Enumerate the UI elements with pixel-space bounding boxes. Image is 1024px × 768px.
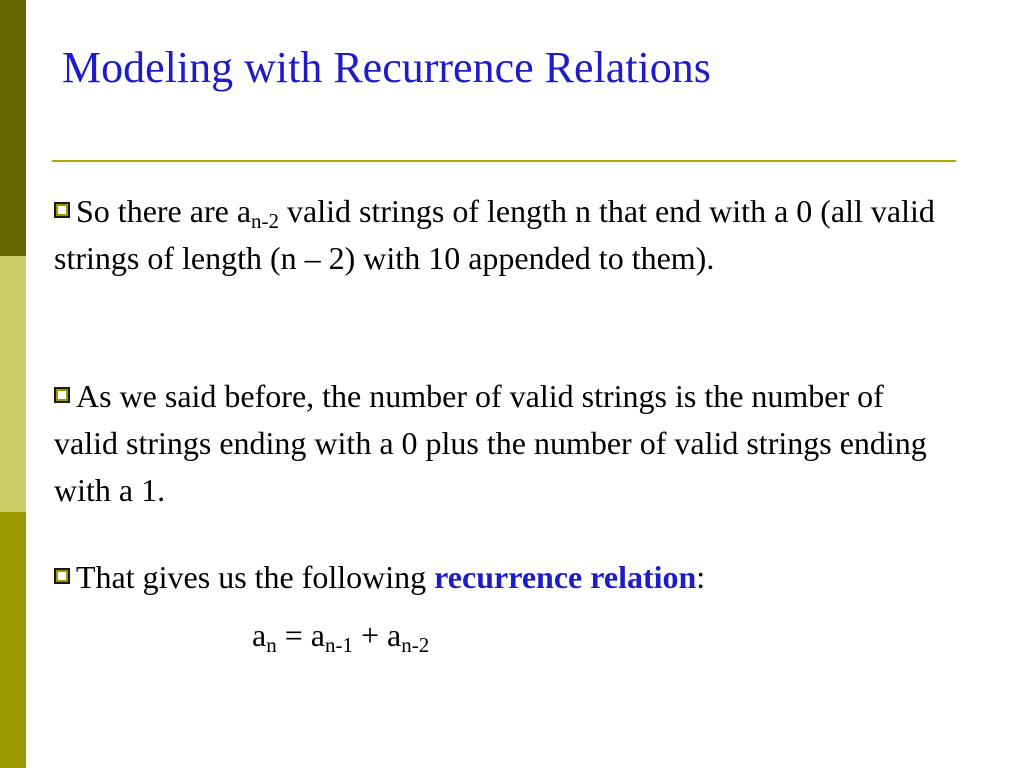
bullet-2-text: As we said before, the number of valid strings is the number of valid strings ending with a 0 plus the number of valid strings ending with a 1.	[54, 378, 927, 508]
bullet-item-2	[54, 373, 954, 514]
formula-term-2-subscript: n-2	[401, 633, 430, 657]
left-stripe-top	[0, 0, 26, 256]
formula-term-2: a	[387, 617, 402, 653]
formula-plus: +	[352, 617, 387, 653]
bullet-item-1	[54, 188, 954, 282]
hollow-square-bullet-icon	[54, 387, 70, 403]
recurrence-formula	[252, 612, 429, 659]
formula-term-1: a	[310, 617, 325, 653]
left-stripe-bottom	[0, 512, 26, 768]
formula-term-1-subscript: n-1	[324, 633, 353, 657]
bullet-3-text-start: That gives us the following	[76, 559, 435, 595]
hollow-square-bullet-icon	[54, 568, 70, 584]
bullet-3-text-end: :	[696, 559, 706, 595]
formula-lhs-subscript: n	[266, 633, 277, 657]
left-stripe-middle	[0, 256, 26, 512]
hollow-square-bullet-icon	[54, 202, 70, 218]
formula-equals: =	[276, 617, 311, 653]
recurrence-relation-term: recurrence relation	[434, 559, 697, 595]
bullet-1-subscript: n-2	[251, 209, 280, 233]
title-divider	[52, 160, 956, 162]
formula-lhs: a	[252, 617, 267, 653]
bullet-1-text-end: valid strings of length n that end with a 0 (all valid strings of length (n – 2) with 10 appended to them).	[54, 193, 935, 276]
bullet-1-text-start: So there are a	[76, 193, 252, 229]
slide-title: Modeling with Recurrence Relations	[62, 43, 711, 92]
bullet-item-3	[54, 554, 954, 601]
